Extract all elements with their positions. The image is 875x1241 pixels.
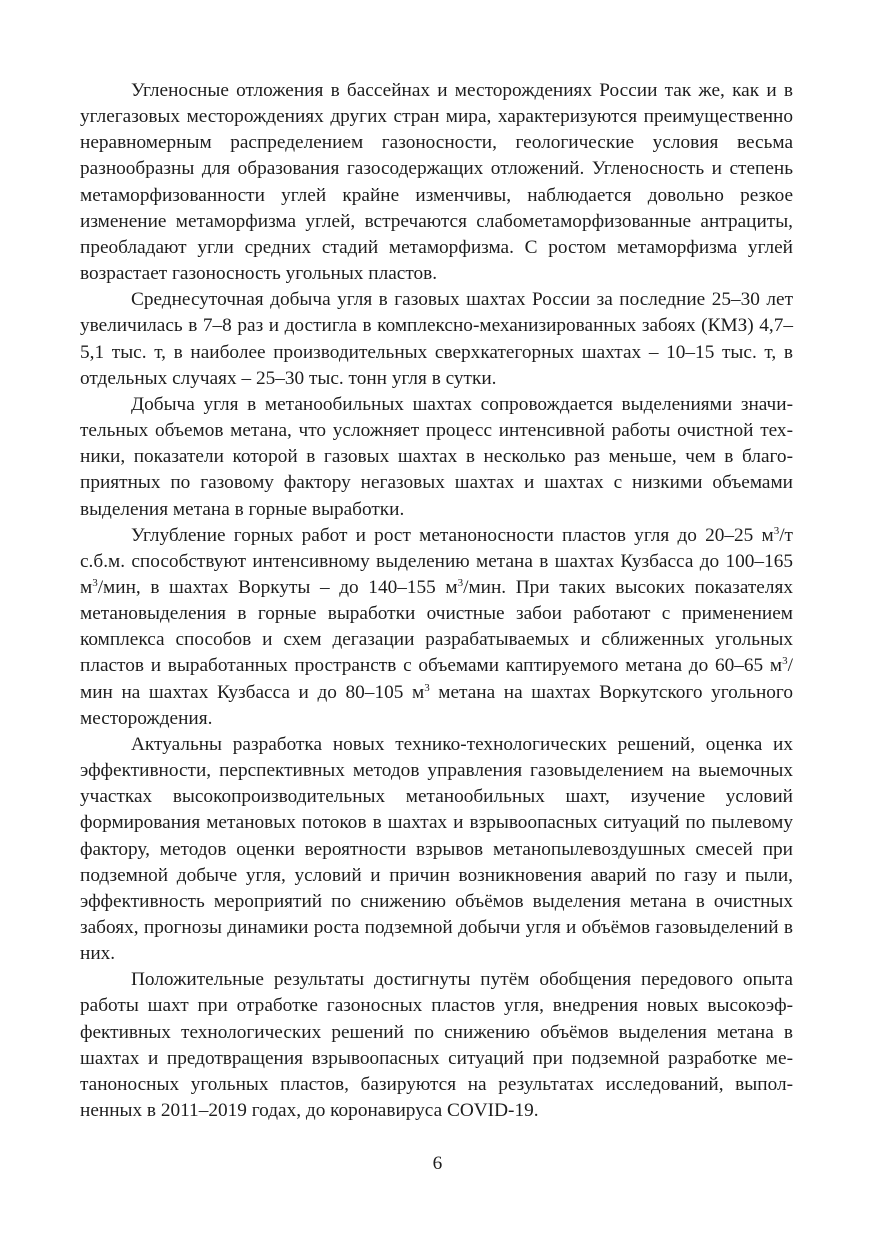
paragraph-research-topics: Актуальны разработка новых технико-технологических решений, оценка их эффективности, перспективных методов управления газовыделением на выемочных участках высокопроизводительных метанообильных шахт, изучение условий формирования метановых потоков в шахтах и взрывоопасных ситуаций по пылевому фактору, методов оценки вероятности взрывов метанопылевоздушных смесей при подземной добыче угля, условий и причин возникновения аварий по газу и пыли, эффективность мероприятий по снижению объёмов выделения метана в очистных забоях, прогнозы динамики роста подземной добычи угля и объёмов газовыделений в них. <box>80 733 793 965</box>
page-number: 6 <box>432 1153 443 1174</box>
paragraph-depth-methane: Углубление горных работ и рост метаноносности пластов угля до 20–25 $м^3/т$ с.б.м. способствуют интенсивному выделению метана в шахтах Кузбасса до 100–165 $м^3$/мин, в шахтах Воркуты – до 140–155 $м^3$/мин. При таких высоких показателях метановыделения в горные выработки очистные забои работают с применением комплекса способов и схем дегазации разрабатываемых и сближенных угольных пластов и выработанных пространств с объемами каптируемого метана до 60–65 $м^3$/мин на шахтах Кузбасса и до 80–105 $м^3$ метана на шахтах Воркутского угольного месторождения. <box>80 524 793 729</box>
paragraph-daily-production: Среднесуточная добыча угля в газовых шахтах России за последние 25–30 лет увеличилась в 7–8 раз и достигла в комплексно-механизированных забоях (КМЗ) 4,7–5,1 тыс. т, в наиболее производительных сверхкатегорных шахтах – 10–15 тыс. т, в отдельных случаях – 25–30 тыс. тонн угля в сутки. <box>80 289 793 389</box>
paragraph-results: Положительные результаты достигнуты путём обобщения передового опыта работы шахт при отработке газоносных пластов угля, внедрения новых высокоэффективных технологических решений по снижению объёмов выделения метана в шахтах и предотвращения взрывоопасных ситуаций при подземной разработке метаноносных угольных пластов, базируются на результатах исследований, выполненных в 2011–2019 годах, до коронавируса COVID-19. <box>80 969 793 1122</box>
paragraph-coal-deposits: Угленосные отложения в бассейнах и месторождениях России так же, как и в углегазовых месторождениях других стран мира, характеризуются преимущественно неравномерным распределением газоносности, геологические условия весьма разнообразны для образования газосодержащих отложений. Угленосность и степень метаморфизованности углей крайне изменчивы, наблюдается довольно резкое изменение метаморфизма углей, встречаются слабометаморфизованные антрациты, преобладают угли средних стадий метаморфизма. С ростом метаморфизма углей возрастает газоносность угольных пластов. <box>80 80 793 285</box>
page-body <box>80 78 793 1124</box>
paragraph-methane-release: Добыча угля в метанообильных шахтах сопровождается выделениями значительных объемов метана, что усложняет процесс интенсивной работы очистной техники, показатели которой в газовых шахтах в несколько раз меньше, чем в благоприятных по газовому фактору негазовых шахтах и шахтах с низкими объемами выделения метана в горные выработки. <box>80 393 793 520</box>
